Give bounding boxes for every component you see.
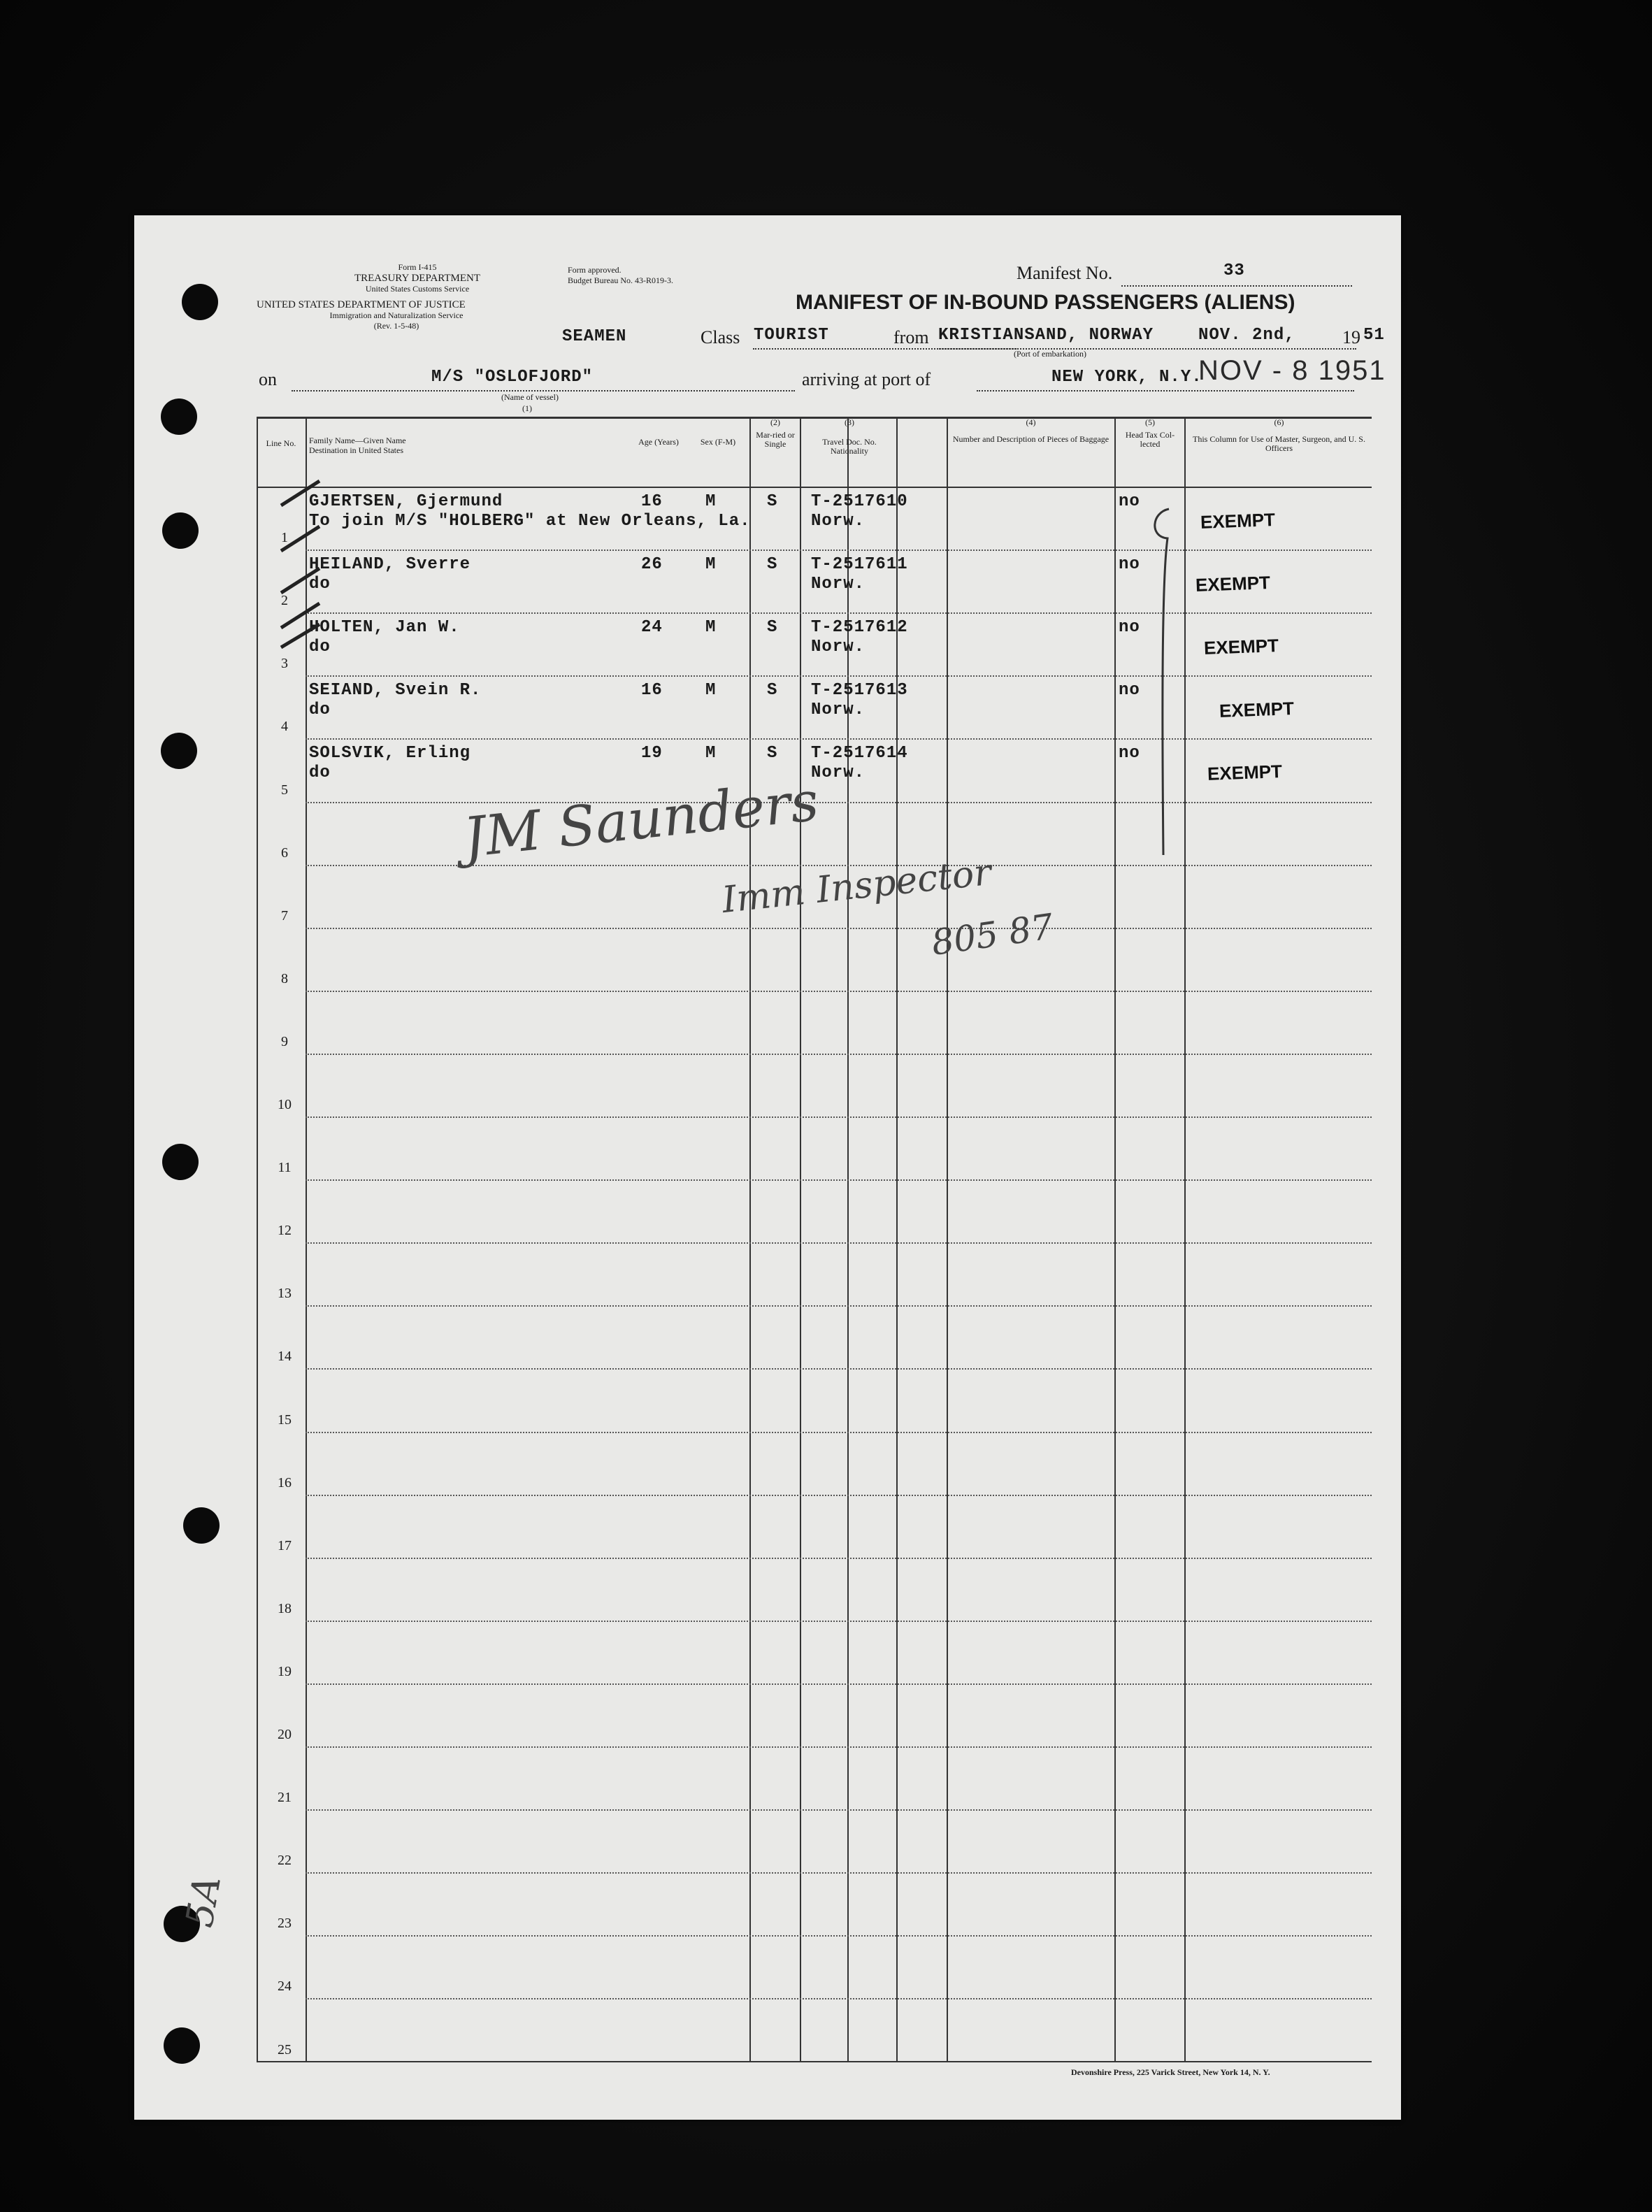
row-rule bbox=[306, 1809, 1372, 1811]
passenger-name: SOLSVIK, Erling bbox=[309, 744, 471, 763]
line-number: 1 bbox=[281, 530, 288, 545]
travel-doc-no: T-2517610 bbox=[811, 492, 908, 511]
col-header-sex: Sex (F-M) bbox=[700, 437, 736, 447]
passenger-sex: M bbox=[705, 618, 717, 638]
line-number: 17 bbox=[278, 1538, 292, 1553]
manifest-page bbox=[134, 215, 1401, 2120]
row-rule bbox=[306, 1116, 1372, 1118]
line-number: 24 bbox=[278, 1978, 292, 1994]
nationality: Norw. bbox=[811, 512, 865, 531]
col-header-destination: Destination in United States bbox=[309, 445, 403, 455]
exempt-stamp: EXEMPT bbox=[1200, 509, 1276, 533]
row-rule bbox=[306, 1558, 1372, 1559]
passenger-sex: M bbox=[705, 555, 717, 575]
table-left-border bbox=[257, 417, 258, 2061]
punch-hole bbox=[162, 1144, 199, 1180]
line-number: 21 bbox=[278, 1790, 292, 1805]
form-approved: Form approved. bbox=[568, 265, 622, 275]
table-header-rule bbox=[257, 487, 1372, 488]
punch-hole bbox=[183, 1507, 220, 1544]
arrival-port: NEW YORK, N.Y. bbox=[1051, 368, 1202, 387]
row-rule bbox=[306, 1998, 1372, 1999]
col-divider bbox=[749, 417, 751, 2061]
row-rule bbox=[306, 991, 1372, 992]
row-rule bbox=[306, 1935, 1372, 1937]
row-rule bbox=[306, 1495, 1372, 1496]
punch-hole bbox=[161, 398, 197, 435]
line-number: 13 bbox=[278, 1286, 292, 1301]
line-number: 3 bbox=[281, 656, 288, 671]
year-prefix: 19 bbox=[1342, 327, 1360, 347]
row-rule bbox=[306, 612, 1372, 614]
row-rule bbox=[306, 1368, 1372, 1370]
class-label: Class bbox=[701, 327, 740, 347]
nationality: Norw. bbox=[811, 763, 865, 783]
passenger-age: 19 bbox=[641, 744, 663, 763]
passenger-sex: M bbox=[705, 492, 717, 511]
travel-doc-no: T-2517613 bbox=[811, 681, 908, 701]
treasury-dept: TREASURY DEPARTMENT bbox=[354, 273, 481, 284]
arrival-date-stamp: NOV - 8 1951 bbox=[1198, 355, 1386, 386]
head-tax-bracket bbox=[1141, 495, 1183, 859]
destination: do bbox=[309, 763, 331, 783]
justice-dept: UNITED STATES DEPARTMENT OF JUSTICE bbox=[257, 299, 466, 310]
on-label: on bbox=[259, 369, 277, 389]
row-rule bbox=[306, 1746, 1372, 1748]
passenger-name: GJERTSEN, Gjermund bbox=[309, 492, 503, 511]
vessel-line bbox=[292, 390, 795, 392]
passenger-name: HEILAND, Sverre bbox=[309, 555, 471, 575]
printer-footer: Devonshire Press, 225 Varick Street, New York 14, N. Y. bbox=[1071, 2067, 1270, 2077]
col-header-baggage: Number and Description of Pieces of Baggage bbox=[952, 434, 1109, 444]
travel-doc-no: T-2517612 bbox=[811, 618, 908, 638]
ins-service: Immigration and Naturalization Service bbox=[329, 310, 464, 320]
col-header-line: Line No. bbox=[266, 438, 296, 448]
col-num-6: (6) bbox=[1274, 417, 1284, 427]
punch-hole bbox=[161, 733, 197, 769]
head-tax: no bbox=[1119, 744, 1140, 763]
passenger-sex: M bbox=[705, 744, 717, 763]
marital-status: S bbox=[767, 492, 778, 511]
col-header-travel-doc: Travel Doc. No. Nationality bbox=[822, 437, 877, 456]
marital-status: S bbox=[767, 681, 778, 701]
marital-status: S bbox=[767, 555, 778, 575]
destination: do bbox=[309, 701, 331, 720]
row-rule bbox=[306, 1432, 1372, 1433]
col-divider bbox=[896, 417, 898, 2061]
destination: To join M/S "HOLBERG" at New Orleans, La. bbox=[309, 512, 751, 531]
line-number: 4 bbox=[281, 719, 288, 734]
arrival-line bbox=[977, 390, 1354, 392]
line-number: 20 bbox=[278, 1727, 292, 1742]
punch-hole bbox=[164, 2027, 200, 2064]
vessel-name: M/S "OSLOFJORD" bbox=[431, 368, 594, 387]
passenger-age: 16 bbox=[641, 492, 663, 511]
row-rule bbox=[306, 1179, 1372, 1181]
col-header-officers: This Column for Use of Master, Surgeon, and U. S. Officers bbox=[1193, 434, 1365, 453]
line-number: 16 bbox=[278, 1475, 292, 1491]
row-rule bbox=[306, 928, 1372, 929]
customs-service: United States Customs Service bbox=[365, 284, 470, 294]
line-number: 25 bbox=[278, 2042, 292, 2057]
manifest-no-value: 33 bbox=[1223, 261, 1245, 280]
marital-status: S bbox=[767, 744, 778, 763]
line-number: 12 bbox=[278, 1223, 292, 1238]
line-number: 15 bbox=[278, 1412, 292, 1428]
nationality: Norw. bbox=[811, 575, 865, 594]
destination: do bbox=[309, 575, 331, 594]
col-header-married: Mar-ried or Single bbox=[756, 430, 795, 449]
col-header-name: Family Name—Given Name bbox=[309, 436, 406, 445]
travel-doc-no: T-2517614 bbox=[811, 744, 908, 763]
passenger-name: HOLTEN, Jan W. bbox=[309, 618, 460, 638]
inspector-code: 805 87 bbox=[928, 906, 1056, 963]
col-num-2: (2) bbox=[770, 417, 780, 427]
embarkation-date: NOV. 2nd, bbox=[1198, 326, 1295, 345]
line-number: 11 bbox=[278, 1160, 292, 1175]
from-label: from bbox=[893, 327, 929, 347]
passenger-sex: M bbox=[705, 681, 717, 701]
exempt-stamp: EXEMPT bbox=[1195, 572, 1271, 596]
inspector-title: Imm Inspector bbox=[719, 851, 993, 922]
row-rule bbox=[306, 1683, 1372, 1685]
head-tax: no bbox=[1119, 555, 1140, 575]
exempt-stamp: EXEMPT bbox=[1203, 635, 1279, 659]
class-value: TOURIST bbox=[754, 326, 829, 345]
port-of-embarkation: KRISTIANSAND, NORWAY bbox=[938, 326, 1154, 345]
row-rule bbox=[306, 1872, 1372, 1874]
col-divider bbox=[1184, 417, 1186, 2061]
inspector-signature: JM Saunders bbox=[460, 770, 822, 870]
head-tax: no bbox=[1119, 618, 1140, 638]
col-num-4: (4) bbox=[1026, 417, 1036, 427]
line-number: 19 bbox=[278, 1664, 292, 1679]
line-number: 18 bbox=[278, 1601, 292, 1616]
budget-bureau: Budget Bureau No. 43-R019-3. bbox=[568, 275, 673, 285]
form-number: Form I-415 bbox=[398, 262, 437, 272]
punch-hole bbox=[182, 284, 218, 320]
row-rule bbox=[306, 802, 1372, 803]
line-number: 10 bbox=[278, 1097, 292, 1112]
passenger-name: SEIAND, Svein R. bbox=[309, 681, 482, 701]
head-tax: no bbox=[1119, 681, 1140, 701]
row-rule bbox=[306, 1054, 1372, 1055]
travel-doc-no: T-2517611 bbox=[811, 555, 908, 575]
nationality: Norw. bbox=[811, 638, 865, 657]
col-header-age: Age (Years) bbox=[638, 437, 679, 447]
line-number: 8 bbox=[281, 971, 288, 986]
punch-hole bbox=[162, 512, 199, 549]
col-num-5: (5) bbox=[1145, 417, 1155, 427]
exempt-stamp: EXEMPT bbox=[1219, 698, 1295, 722]
arriving-label: arriving at port of bbox=[802, 369, 931, 389]
row-rule bbox=[306, 738, 1372, 740]
col-divider bbox=[1114, 417, 1116, 2061]
line-number: 9 bbox=[281, 1034, 288, 1049]
passenger-age: 16 bbox=[641, 681, 663, 701]
line-number: 7 bbox=[281, 908, 288, 924]
vessel-column-num: (1) bbox=[522, 403, 532, 413]
marital-status: S bbox=[767, 618, 778, 638]
row-rule bbox=[306, 865, 1372, 866]
row-rule bbox=[306, 550, 1372, 551]
port-caption: (Port of embarkation) bbox=[1014, 349, 1086, 359]
table-bottom-rule bbox=[257, 2061, 1372, 2062]
line-number: 22 bbox=[278, 1853, 292, 1868]
line-number: 6 bbox=[281, 845, 288, 861]
manifest-title: MANIFEST OF IN-BOUND PASSENGERS (ALIENS) bbox=[796, 291, 1295, 314]
manifest-no-line bbox=[1121, 285, 1352, 287]
col-divider bbox=[800, 417, 801, 2061]
line-number: 5 bbox=[281, 782, 288, 798]
passenger-age: 26 bbox=[641, 555, 663, 575]
col-divider bbox=[847, 417, 849, 2061]
row-rule bbox=[306, 1621, 1372, 1622]
row-rule bbox=[306, 1305, 1372, 1307]
col-num-3: (3) bbox=[845, 417, 854, 427]
exempt-stamp: EXEMPT bbox=[1207, 761, 1283, 785]
col-divider bbox=[306, 417, 307, 2061]
destination: do bbox=[309, 638, 331, 657]
margin-note: 5A bbox=[177, 1872, 230, 1931]
from-line bbox=[937, 348, 1356, 350]
line-number: 2 bbox=[281, 593, 288, 608]
row-rule bbox=[306, 675, 1372, 677]
year-value: 51 bbox=[1363, 326, 1385, 345]
seamen-label: SEAMEN bbox=[562, 327, 627, 346]
form-revision: (Rev. 1-5-48) bbox=[373, 321, 419, 331]
row-rule bbox=[306, 1242, 1372, 1244]
check-marks bbox=[278, 467, 340, 649]
col-divider bbox=[947, 417, 948, 2061]
head-tax: no bbox=[1119, 492, 1140, 511]
passenger-age: 24 bbox=[641, 618, 663, 638]
vessel-caption: (Name of vessel) bbox=[501, 392, 559, 402]
line-number: 23 bbox=[278, 1916, 292, 1931]
line-number: 14 bbox=[278, 1349, 292, 1364]
nationality: Norw. bbox=[811, 701, 865, 720]
manifest-no-label: Manifest No. bbox=[1017, 263, 1113, 283]
col-header-head-tax: Head Tax Col-lected bbox=[1125, 430, 1175, 449]
